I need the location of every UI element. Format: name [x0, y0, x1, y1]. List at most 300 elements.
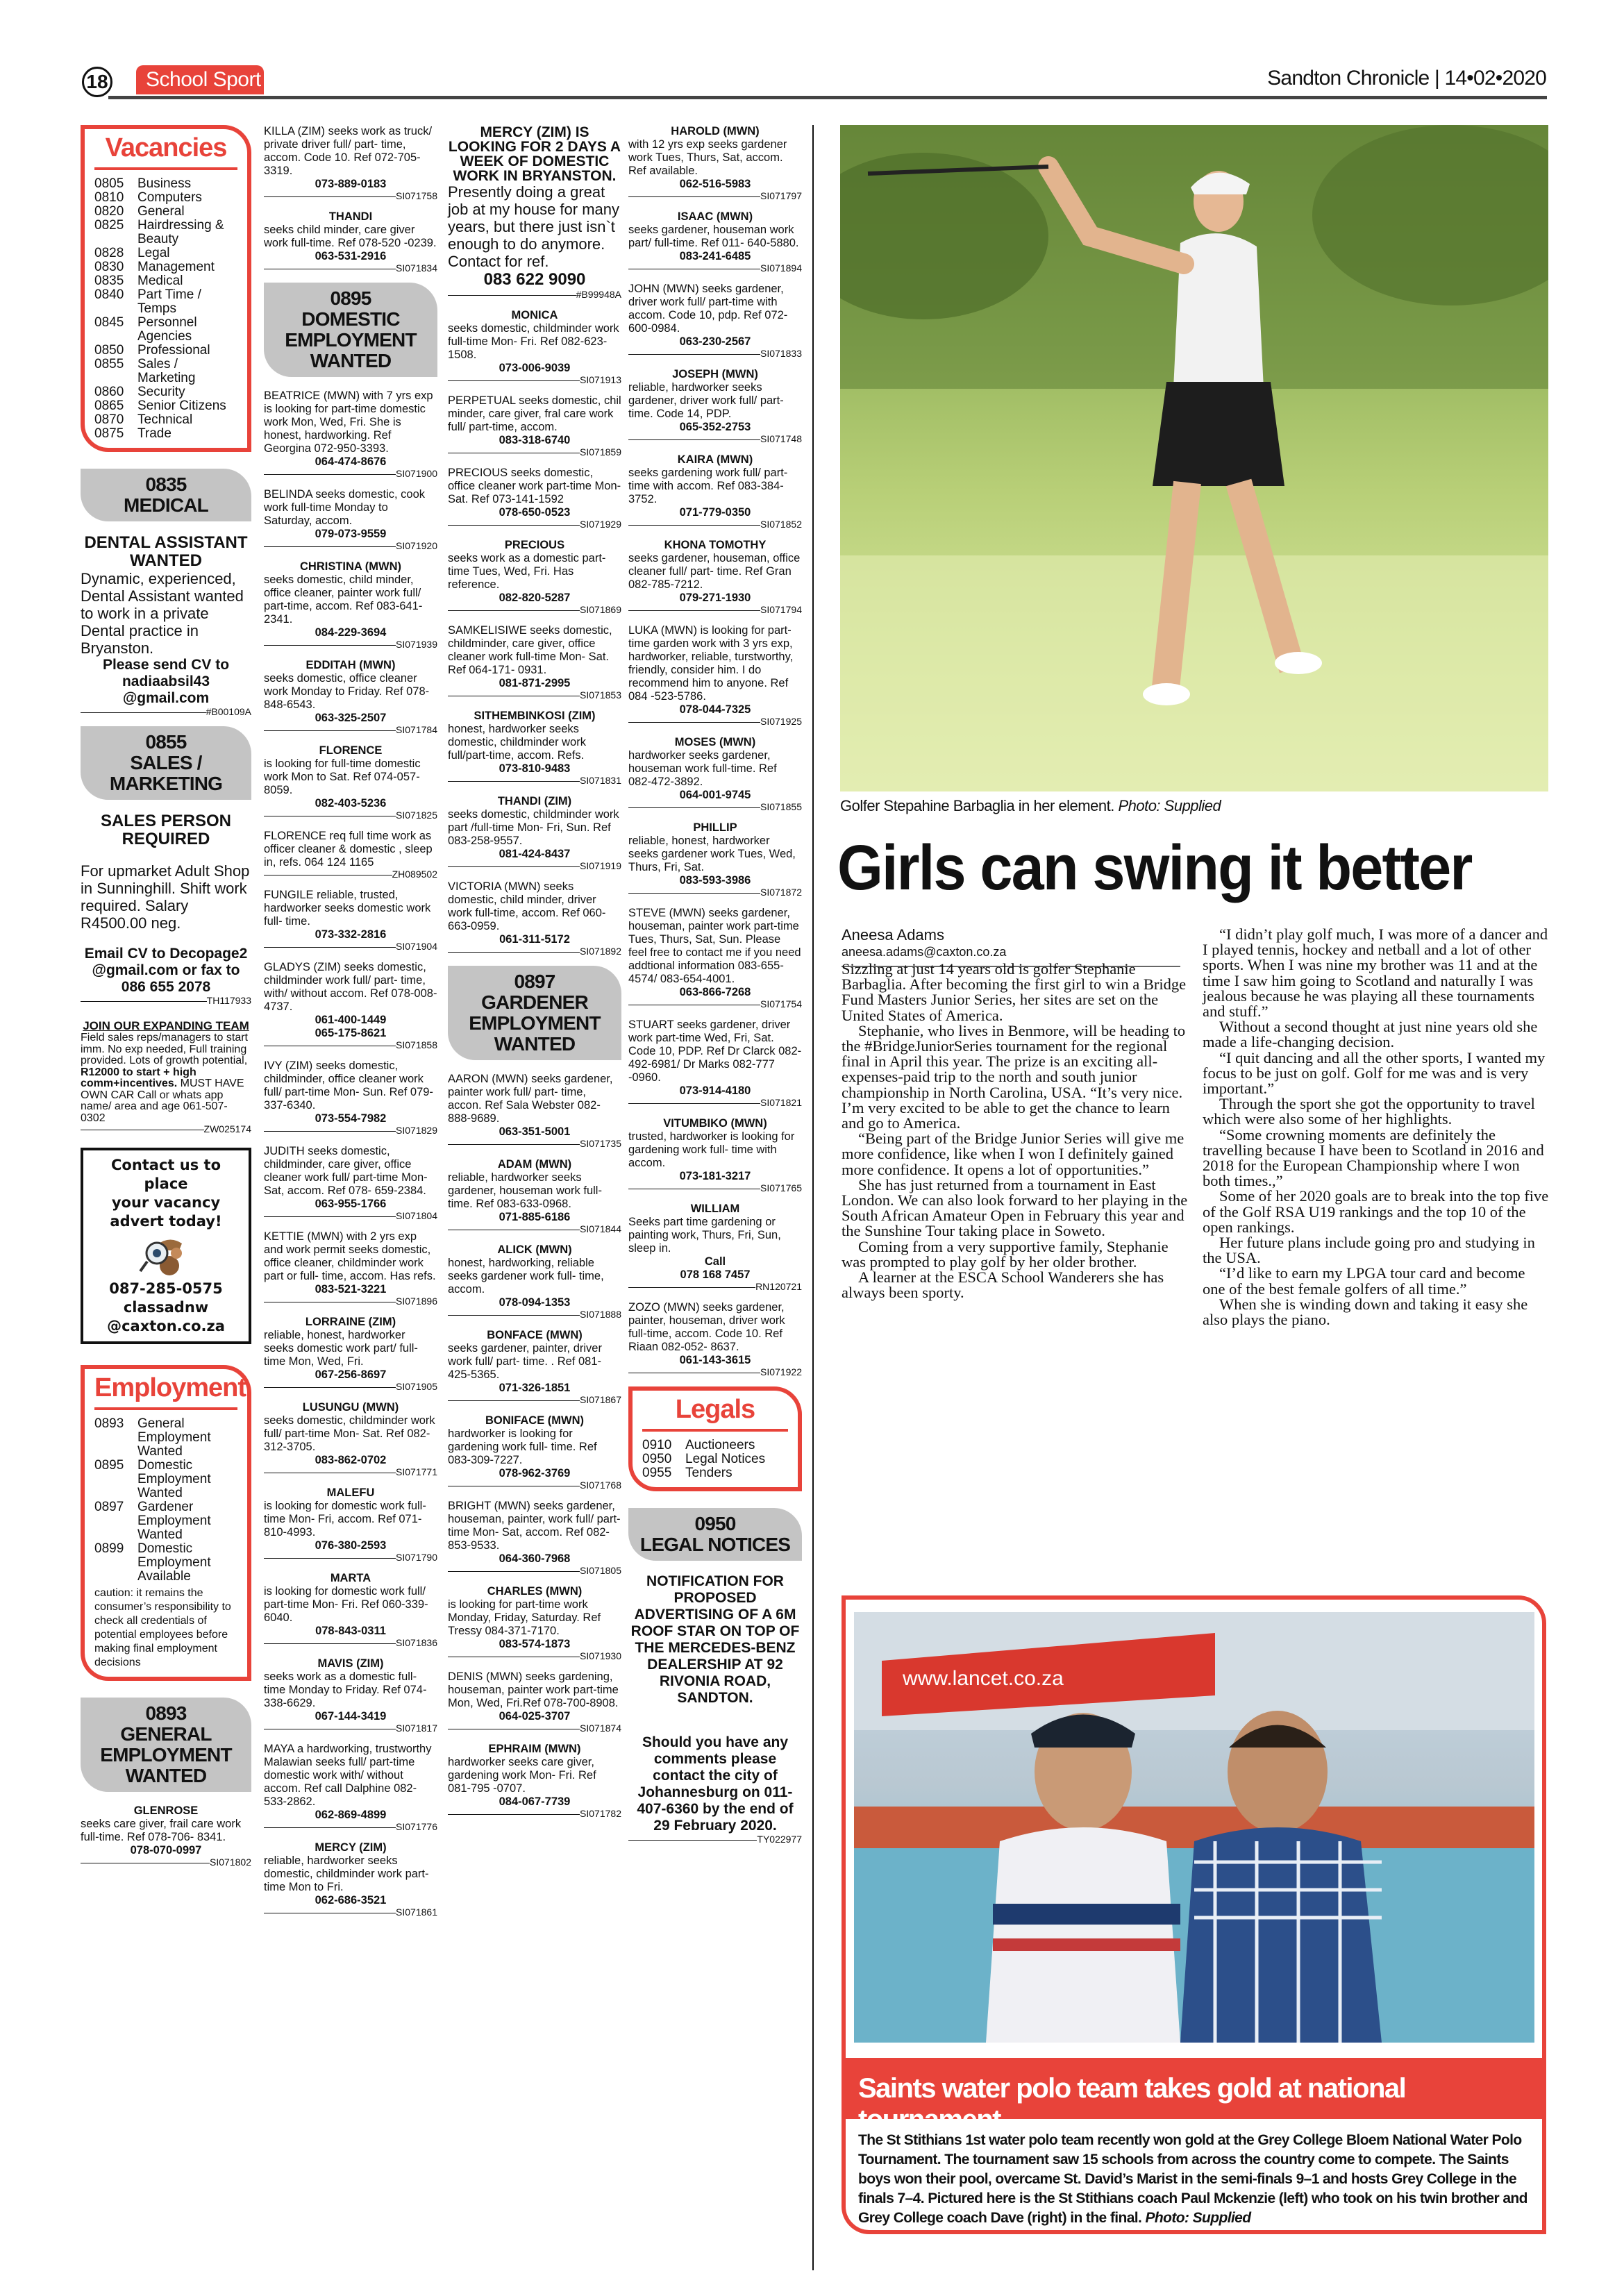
article-paragraph: “I didn’t play golf much, I was more of a dancer and I played tennis, hockey and netball and a lot of other sports. When I was nine my brother was 11 and at the time I saw him going to Scotland and naturally I was jealous because he was playing all these tournaments and stuff.”	[1203, 925, 1548, 1021]
ad-body: Field sales reps/managers to start imm. No exp needed, Full training provided. Lots of growth potential, R12000 to start + high comm+incentives. MUST HAVE OWN CAR Call or whats app name/ area and age 061-507-0302	[81, 1032, 248, 1124]
ad-body: reliable, hardworker seeks gardener, driver work full/ part-time. Code 14, PDP.	[628, 381, 784, 420]
contact-email: classadnw	[123, 1299, 209, 1316]
ad-phone: 065-352-2753	[679, 421, 751, 433]
index-item	[94, 260, 237, 274]
ad-phone: 078-962-3769	[499, 1467, 571, 1480]
banner-general-employment	[81, 1698, 251, 1792]
classified-ad	[628, 821, 802, 897]
classified-ad	[264, 560, 437, 649]
ad-phone: 063-955-1766	[315, 1198, 387, 1210]
ad-ref: SI071869	[448, 605, 621, 614]
banner-label: GENERAL EMPLOYMENT WANTED	[100, 1723, 232, 1786]
ad-ref: SI071758	[264, 191, 437, 201]
article-paragraph: Her future plans include going pro and studying in the USA.	[1203, 1234, 1535, 1267]
ad-phone: 079-271-1930	[679, 592, 751, 604]
article-body-col2	[1203, 927, 1550, 1327]
ad-title: MERCY (ZIM) IS LOOKING FOR 2 DAYS A WEEK OF DOMESTIC WORK IN BRYANSTON.	[448, 124, 621, 184]
classified-ad	[628, 453, 802, 529]
ad-phone: 073-181-3217	[679, 1170, 751, 1182]
classified-ad	[628, 624, 802, 726]
notice-body: Should you have any comments please contact the city of Johannesburg on 011-407-6360 by the end of 29 February 2020.	[637, 1734, 794, 1834]
classified-ad	[264, 1657, 437, 1733]
classified-ad	[264, 1401, 437, 1477]
index-label: Professional	[137, 343, 210, 358]
ad-ref: SI071829	[264, 1125, 437, 1135]
ad-body: seeks gardener, houseman work part/ full-time. Ref 011- 640-5880.	[628, 224, 799, 249]
index-code: 0899	[94, 1541, 124, 1556]
classified-ad	[264, 744, 437, 820]
ad-body: FUNGILE reliable, trusted, hardworker seeks domestic work full- time.	[264, 889, 431, 928]
ad-phone: 067-144-3419	[315, 1710, 387, 1723]
domestic-employment-ads-cont	[448, 309, 621, 956]
ad-body: seeks work as a domestic part-time Tues, Wed, Fri. Has reference.	[448, 552, 606, 591]
section-label: School Sport	[136, 65, 264, 94]
ad-name: ALICK (MWN)	[497, 1243, 572, 1256]
index-label: Security	[137, 385, 185, 399]
index-code: 0845	[94, 315, 124, 330]
ad-phone: 082-403-5236	[315, 797, 387, 810]
index-label: General	[137, 204, 185, 219]
classified-ad	[448, 710, 621, 785]
banner-legal-notices	[628, 1508, 802, 1561]
classified-ad	[264, 659, 437, 735]
classified-ad	[448, 1329, 621, 1405]
index-item	[94, 191, 237, 205]
classified-ad	[264, 125, 437, 201]
ad-body: reliable, honest, hardworker seeks domestic work part/ full-time Mon, Wed, Fri.	[264, 1329, 418, 1368]
ad-phone: 081-424-8437	[499, 848, 571, 860]
classified-ad	[264, 1059, 437, 1135]
index-label: Legal Notices	[685, 1452, 766, 1466]
ad-ref: SI071771	[264, 1467, 437, 1477]
ad-phone: 063-866-7268	[679, 986, 751, 998]
ad-name: FLORENCE	[319, 744, 383, 757]
ad-phone: 071-779-0350	[679, 506, 751, 519]
mercy-display-ad	[448, 125, 621, 299]
banner-domestic-employment	[264, 283, 437, 377]
ad-name: ADAM (MWN)	[497, 1158, 572, 1171]
classified-ad	[628, 210, 802, 273]
ad-body: is looking for part-time work Monday, Friday, Saturday. Ref Tressy 084-371-7170.	[448, 1598, 601, 1637]
article-paragraph: When she is winding down and taking it easy she also plays the piano.	[1203, 1295, 1528, 1329]
water-polo-feature	[842, 1595, 1546, 2234]
classified-ad	[264, 488, 437, 551]
index-code: 0895	[94, 1458, 124, 1473]
ad-name: SITHEMBINKOSI (ZIM)	[474, 710, 596, 722]
index-item	[94, 385, 237, 399]
classifieds-column-1	[81, 125, 251, 1877]
contact-email: @caxton.co.za	[107, 1318, 225, 1334]
article-headline: Girls can swing it better	[837, 832, 1472, 903]
ad-ref: SI071925	[628, 717, 802, 726]
ad-body: Presently doing a great job at my house for many years, but there just isn`t enough to do anymore. Contact for ref.	[448, 183, 620, 270]
index-label: Senior Citizens	[137, 399, 226, 413]
ad-name: HAROLD (MWN)	[671, 125, 760, 137]
ad-body: honest, hardworker seeks domestic, childminder work full/part-time, accom. Refs.	[448, 723, 586, 762]
ad-ref: RN120721	[628, 1282, 802, 1291]
banner-sales-marketing	[81, 726, 251, 800]
ad-ref: SI071805	[448, 1566, 621, 1575]
ad-ref: ZH089502	[264, 869, 437, 879]
ad-ref: SI071804	[264, 1211, 437, 1221]
ad-phone: 065-175-8621	[315, 1027, 387, 1039]
ad-phone: 078-044-7325	[679, 703, 751, 716]
ad-phone: 064-025-3707	[499, 1710, 571, 1723]
ad-name: JOSEPH (MWN)	[672, 368, 758, 380]
ad-ref: SI071748	[628, 434, 802, 444]
classified-ad	[448, 1073, 621, 1148]
ad-ref: SI071833	[628, 349, 802, 358]
ad-ref: SI071821	[628, 1098, 802, 1107]
ad-phone: 083-521-3221	[315, 1283, 387, 1296]
legal-notice-ad	[628, 1573, 802, 1844]
index-item	[94, 205, 237, 219]
ad-body: PERPETUAL seeks domestic, chil minder, care giver, fral care work full/ part-time, accom.	[448, 394, 621, 433]
ad-ref: TH117933	[81, 996, 251, 1005]
ad-ref: SI071922	[628, 1367, 802, 1377]
ad-phone: 064-001-9745	[679, 789, 751, 801]
legals-title: Legals	[642, 1395, 788, 1432]
classified-ad	[81, 1804, 251, 1867]
ad-body: hardworker is looking for gardening work full- time. Ref 083-309-7227.	[448, 1427, 597, 1466]
ad-phone: 078-094-1353	[499, 1296, 571, 1309]
index-label: Part Time / Temps	[137, 287, 201, 316]
ad-ref: SI071900	[264, 469, 437, 478]
ad-ref: SI071825	[264, 810, 437, 820]
index-item	[642, 1452, 788, 1466]
classifieds-column-4	[628, 125, 802, 1854]
ad-name: VITUMBIKO (MWN)	[663, 1117, 767, 1130]
general-employment-ads	[81, 1804, 251, 1867]
classified-ad	[628, 736, 802, 812]
ad-ref: SI071859	[448, 447, 621, 457]
ad-body: BEATRICE (MWN) with 7 yrs exp is looking for part-time domestic work Mon, Wed, Fri. She is honest, hardworking. Ref Georgina 072-950-3393.	[264, 389, 433, 455]
classified-ad	[264, 1572, 437, 1648]
ad-body: with 12 yrs exp seeks gardener work Tues, Thurs, Sat, accom. Ref available.	[628, 138, 787, 177]
index-item	[94, 274, 237, 288]
article-paragraph: “Being part of the Bridge Junior Series will give me more confidence, like when I won I definitely gained more confidence. It opens a lot of opportunities.”	[842, 1130, 1184, 1178]
classified-ad	[264, 389, 437, 478]
classified-ad	[628, 125, 802, 201]
ad-ref: SI071896	[264, 1296, 437, 1306]
ad-ref: SI071853	[448, 690, 621, 700]
index-code: 0850	[94, 343, 124, 358]
coaches-photo	[854, 1612, 1534, 2043]
ad-name: LORRAINE (ZIM)	[305, 1316, 396, 1328]
classified-ad	[448, 624, 621, 700]
ad-ref: SI071836	[264, 1638, 437, 1648]
ad-name: EPHRAIM (MWN)	[488, 1743, 581, 1755]
article-paragraph: Without a second thought at just nine years old she made a life-changing decision.	[1203, 1018, 1538, 1051]
index-code: 0893	[94, 1416, 124, 1431]
ad-phone: 076-380-2593	[315, 1539, 387, 1552]
ad-body: seeks gardening work full/ part-time with accom. Ref 083-384-3752.	[628, 467, 788, 505]
ad-name: MALEFU	[326, 1486, 375, 1499]
banner-code: 0835	[145, 474, 187, 495]
legals-index	[628, 1386, 802, 1491]
index-code: 0810	[94, 190, 124, 205]
ad-ref: TY022977	[628, 1834, 802, 1844]
classified-ad	[448, 1414, 621, 1490]
header-rule	[108, 96, 1547, 99]
classified-ad	[264, 961, 437, 1050]
ad-name: PHILLIP	[693, 821, 737, 834]
contact-line: advert today!	[110, 1213, 222, 1230]
article-paragraph: Coming from a very supportive family, Stephanie was prompted to play golf by her older brother.	[842, 1237, 1169, 1271]
ad-phone: 061-143-3615	[679, 1354, 751, 1366]
ad-ref: SI071834	[264, 263, 437, 273]
ad-body: hardworker seeks care giver, gardening work Mon- Fri. Ref 081-795 -0707.	[448, 1756, 596, 1795]
ad-name: PRECIOUS	[504, 539, 565, 551]
index-item	[642, 1466, 788, 1480]
ad-ref: SI071831	[448, 776, 621, 785]
banner-gardener-employment	[448, 966, 621, 1060]
ad-name: LUSUNGU (MWN)	[302, 1401, 399, 1414]
classified-ad	[448, 795, 621, 871]
article-paragraph: She has just returned from a tournament in East London. We can also look forward to her playing in the South African Amateur Open in February this year and the Sunshine Tour taking place in Soweto.	[842, 1175, 1188, 1240]
classified-ad	[448, 539, 621, 614]
gardener-employment-ads-cont	[628, 125, 802, 1377]
ad-name: THANDI	[328, 210, 373, 223]
ad-ref: SI071765	[628, 1183, 802, 1193]
ad-ref: SI071735	[448, 1139, 621, 1148]
index-label: Legal	[137, 246, 170, 260]
place-vacancy-advert-box	[81, 1148, 251, 1344]
ad-body: LUKA (MWN) is looking for part-time garden work with 3 yrs exp, hardworker, reliable, turstworthy, friendly, consider him. I do recommend him to anyone. Ref 084 -523-5786.	[628, 624, 794, 703]
index-item	[94, 344, 237, 358]
ad-name: MARTA	[330, 1572, 371, 1584]
banner-label: DOMESTIC EMPLOYMENT WANTED	[285, 308, 417, 371]
dental-assistant-ad	[81, 534, 251, 717]
ad-name: BONIFACE (MWN)	[485, 1414, 585, 1427]
banner-code: 0895	[330, 287, 371, 309]
ad-phone: 078 168 7457	[680, 1268, 751, 1281]
vacancies-list	[94, 177, 237, 441]
ad-body: seeks gardener, houseman, office cleaner full/ part- time. Ref Gran 082-785-7212.	[628, 552, 801, 591]
classified-ad	[448, 880, 621, 956]
ad-phone: 084-229-3694	[315, 626, 387, 639]
article-body-col1	[842, 962, 1189, 1300]
page-number: 18	[82, 67, 112, 97]
index-code: 0875	[94, 426, 124, 441]
ad-body: seeks domestic, childminder work full/ part-time Mon- Sat. Ref 082-312-3705.	[264, 1414, 435, 1453]
ad-body: ZOZO (MWN) seeks gardener, painter, houseman, driver work full-time, accom. Code 10. Ref Riaan 082-052- 8637.	[628, 1301, 785, 1353]
ad-ref: SI071802	[81, 1857, 251, 1867]
index-label: Technical	[137, 412, 193, 427]
ad-ref: ZW025174	[81, 1124, 251, 1134]
ad-title: JOIN OUR EXPANDING TEAM	[83, 1019, 249, 1032]
ad-ref: SI071929	[448, 519, 621, 529]
ad-name: WILLIAM	[690, 1203, 740, 1215]
ad-title: DENTAL ASSISTANT WANTED	[84, 533, 248, 570]
classified-ad	[264, 1841, 437, 1917]
ad-ref: SI071920	[264, 541, 437, 551]
ad-phone: 073-810-9483	[499, 762, 571, 775]
ad-body: IVY (ZIM) seeks domestic, childminder, office cleaner work full/ part-time Mon- Sun. Ref 079-337-6340.	[264, 1059, 433, 1112]
ad-body: reliable, honest, hardworker seeks gardener work Tues, Wed, Thurs, Fri, Sat.	[628, 835, 796, 873]
ad-ref: SI071794	[628, 605, 802, 614]
index-code: 0955	[642, 1466, 672, 1480]
classified-ad	[264, 210, 437, 273]
ad-phone: 063-351-5001	[499, 1125, 571, 1138]
ad-phone: 063-531-2916	[315, 250, 387, 262]
ad-body: is looking for domestic work full/ part-time Mon- Fri. Ref 060-339-6040.	[264, 1585, 428, 1624]
ad-body: seeks gardener, painter, driver work full/ part- time. . Ref 081-425-5365.	[448, 1342, 602, 1381]
ad-body: VICTORIA (MWN) seeks domestic, child minder, driver work full-time, accom. Ref 060-663-0959.	[448, 880, 606, 932]
classified-ad	[448, 309, 621, 385]
ad-body: Seeks part time gardening or painting work, Thurs, Fri, Sun, sleep in.	[628, 1216, 781, 1255]
ad-name: THANDI (ZIM)	[497, 795, 572, 807]
ad-body: is looking for domestic work full-time Mon- Fri, accom. Ref 071-810-4993.	[264, 1500, 426, 1539]
ad-name: KAIRA (MWN)	[677, 453, 753, 466]
index-item	[94, 316, 237, 344]
ad-phone: 083-574-1873	[499, 1638, 571, 1650]
classified-ad	[264, 1316, 437, 1391]
ad-body: FLORENCE req full time work as officer cleaner & domestic , sleep in, refs. 064 124 1165	[264, 830, 433, 869]
ad-phone: 063-230-2567	[679, 335, 751, 348]
classified-ad	[448, 1670, 621, 1733]
ad-body: SAMKELISIWE seeks domestic, childminder, care giver, office cleaner work full-time Mon- Sat. Ref 064-171- 0931.	[448, 624, 612, 676]
water-polo-headline: Saints water polo team takes gold at national tournament	[846, 2058, 1542, 2119]
ad-ref: SI071790	[264, 1552, 437, 1562]
classified-ad	[628, 283, 802, 358]
article-paragraph: Through the sport she got the opportunity to travel which were also some of her highlights.	[1203, 1095, 1535, 1128]
classifieds-column-3	[448, 125, 621, 1828]
ad-body: is looking for full-time domestic work Mon to Sat. Ref 074-057-8059.	[264, 757, 421, 796]
ad-phone: 067-256-8697	[315, 1368, 387, 1381]
article-paragraph: Sizzling at just 14 years old is golfer Stephanie Barbaglia. After becoming the first girl to win a Bridge Fund Masters Junior Series, her sites are set on the United States of America.	[842, 960, 1187, 1024]
index-code: 0865	[94, 399, 124, 413]
ad-body: reliable, hardworker seeks domestic, childminder work part-time Mon to Fri.	[264, 1854, 429, 1893]
ad-ref: SI071844	[448, 1224, 621, 1234]
contact-line: your vacancy	[111, 1194, 221, 1211]
ad-body: hardworker seeks gardener, houseman work full-time. Ref 082-472-3892.	[628, 749, 777, 788]
ad-ref: SI071892	[448, 946, 621, 956]
ad-body: seeks work as a domestic full-time Monday to Friday. Ref 074-338-6629.	[264, 1670, 427, 1709]
ad-ref: SI071867	[448, 1395, 621, 1405]
ad-body: STEVE (MWN) seeks gardener, houseman, painter work part-time Tues, Thurs, Sat, Sun. Please feel free to contact me if you need addtional information 083-655- 4574/ 083-654-4001.	[628, 907, 801, 985]
ad-name: MAVIS (ZIM)	[317, 1657, 384, 1670]
index-code: 0825	[94, 218, 124, 233]
ad-body: seeks domestic, office cleaner work Monday to Friday. Ref 078-848-6543.	[264, 672, 430, 711]
sales-person-ad	[81, 812, 251, 1005]
ad-name: BONFACE (MWN)	[487, 1329, 583, 1341]
ad-body: GLADYS (ZIM) seeks domestic, childminder work full/ part- time, with/ without accom. Ref 078-008-4737.	[264, 961, 437, 1013]
vacancies-index	[81, 125, 251, 452]
ad-ref: SI071905	[264, 1382, 437, 1391]
index-item	[94, 1542, 237, 1584]
ad-name: MOSES (MWN)	[674, 736, 756, 748]
ad-contact: Please send CV to nadiaabsil43 @gmail.com	[102, 657, 230, 706]
legals-list	[642, 1439, 788, 1480]
index-item	[94, 246, 237, 260]
ad-title: SALES PERSON REQUIRED	[100, 812, 232, 848]
index-item	[94, 1417, 237, 1459]
classified-ad	[448, 467, 621, 529]
ad-body: STUART seeks gardener, driver work part-time Wed, Fri, Sat. Code 10, PDP. Ref Dr Clarck 082-492-6981/ Dr Marks 082-777 -0960.	[628, 1019, 802, 1084]
index-code: 0870	[94, 412, 124, 427]
ad-body: trusted, hardworker is looking for gardening work full- time with accom.	[628, 1130, 795, 1169]
ad-ref: #B00109A	[81, 707, 251, 717]
ad-phone: 079-073-9559	[315, 528, 387, 540]
banner-label: SALES / MARKETING	[109, 752, 223, 794]
article-paragraph: “Some crowning moments are definitely the travelling because I have been to Scotland in 2016 and 2018 for the European Championship where I won both times.,”	[1203, 1125, 1544, 1190]
ad-phone: 083 622 9090	[483, 270, 586, 289]
ad-phone: 078-843-0311	[315, 1625, 386, 1637]
ad-body: AARON (MWN) seeks gardener, painter work full/ part- time, accon. Ref Sala Webster 082-888-9689.	[448, 1073, 613, 1125]
ad-body: JUDITH seeks domestic, childminder, care giver, office cleaner work full/ part-time Mon- Sat, accom. Ref 078- 659-2384.	[264, 1145, 428, 1197]
author-name: Aneesa Adams	[842, 926, 944, 944]
classified-ad	[628, 539, 802, 614]
ad-ref: SI071855	[628, 802, 802, 812]
caution-note: caution: it remains the consumer’s responsibility to check all credentials of potential employees before making final employment decisions	[94, 1587, 231, 1668]
index-code: 0910	[642, 1438, 672, 1452]
index-code: 0840	[94, 287, 124, 302]
article-paragraph: “I’d like to earn my LPGA tour card and become one of the best female golfers of all time.”	[1203, 1264, 1525, 1298]
ad-phone: 064-360-7968	[499, 1552, 571, 1565]
index-label: Medical	[137, 274, 183, 288]
author-email[interactable]: aneesa.adams@caxton.co.za	[842, 945, 1007, 959]
ad-ref: SI071861	[264, 1907, 437, 1917]
index-item	[94, 358, 237, 385]
index-item	[94, 219, 237, 246]
ad-ref: SI071872	[628, 887, 802, 897]
classified-ad	[628, 1019, 802, 1107]
classified-ad	[628, 368, 802, 444]
employment-title: Employment	[94, 1373, 237, 1410]
ad-name: ISAAC (MWN)	[677, 210, 753, 223]
ad-phone: 084-067-7739	[499, 1795, 571, 1808]
ad-ref: SI071904	[264, 941, 437, 951]
domestic-employment-ads	[264, 389, 437, 1917]
ad-ref: SI071776	[264, 1822, 437, 1832]
index-item	[94, 1500, 237, 1542]
banner-label: LEGAL NOTICES	[639, 1534, 791, 1555]
ad-body: PRECIOUS seeks domestic, office cleaner work part-time Mon- Sat. Ref 073-141-1592	[448, 467, 621, 505]
ad-body: BRIGHT (MWN) seeks gardener, houseman, painter, work full/ part-time Mon- Sat, accom. Ref 082-853-9533.	[448, 1500, 621, 1552]
banner-medical	[81, 469, 251, 521]
index-label: Domestic Employment Available	[137, 1541, 211, 1584]
ad-ref: SI071852	[628, 519, 802, 529]
index-item	[642, 1439, 788, 1452]
ad-body: JOHN (MWN) seeks gardener, driver work full/ part-time with accom. Code 10, pdp. Ref 072-600-0984.	[628, 283, 788, 335]
ad-phone: 073-006-9039	[499, 362, 571, 374]
ad-body: seeks domestic, child minder, office cleaner, painter work full/ part-time, accom. Ref 083-641-2341.	[264, 573, 423, 626]
classified-ad	[448, 1500, 621, 1575]
ad-ref: SI071817	[264, 1723, 437, 1733]
ad-ref: #B99948A	[448, 290, 621, 299]
index-item	[94, 399, 237, 413]
publication-masthead: Sandton Chronicle | 14•02•2020	[1267, 67, 1546, 90]
index-code: 0828	[94, 246, 124, 260]
ad-body: For upmarket Adult Shop in Sunninghill. Shift work required. Salary R4500.00 neg.	[81, 862, 250, 932]
article-paragraph: A learner at the ESCA School Wanderers she has always been sporty.	[842, 1268, 1164, 1302]
index-item	[94, 413, 237, 427]
ad-ref: SI071894	[628, 263, 802, 273]
banner-label: GARDENER EMPLOYMENT WANTED	[469, 991, 601, 1055]
index-label: Hairdressing & Beauty	[137, 218, 224, 246]
ad-name: GLENROSE	[133, 1804, 199, 1817]
classified-ad	[448, 394, 621, 457]
index-label: Tenders	[685, 1466, 733, 1480]
ad-ref: SI071874	[448, 1723, 621, 1733]
ad-phone: 063-325-2507	[315, 712, 387, 724]
ad-phone: 082-820-5287	[499, 592, 571, 604]
ad-ref: SI071930	[448, 1651, 621, 1661]
classified-ad	[448, 1158, 621, 1234]
ad-phone: 083-593-3986	[679, 874, 751, 887]
ad-phone: 071-885-6186	[499, 1211, 571, 1223]
